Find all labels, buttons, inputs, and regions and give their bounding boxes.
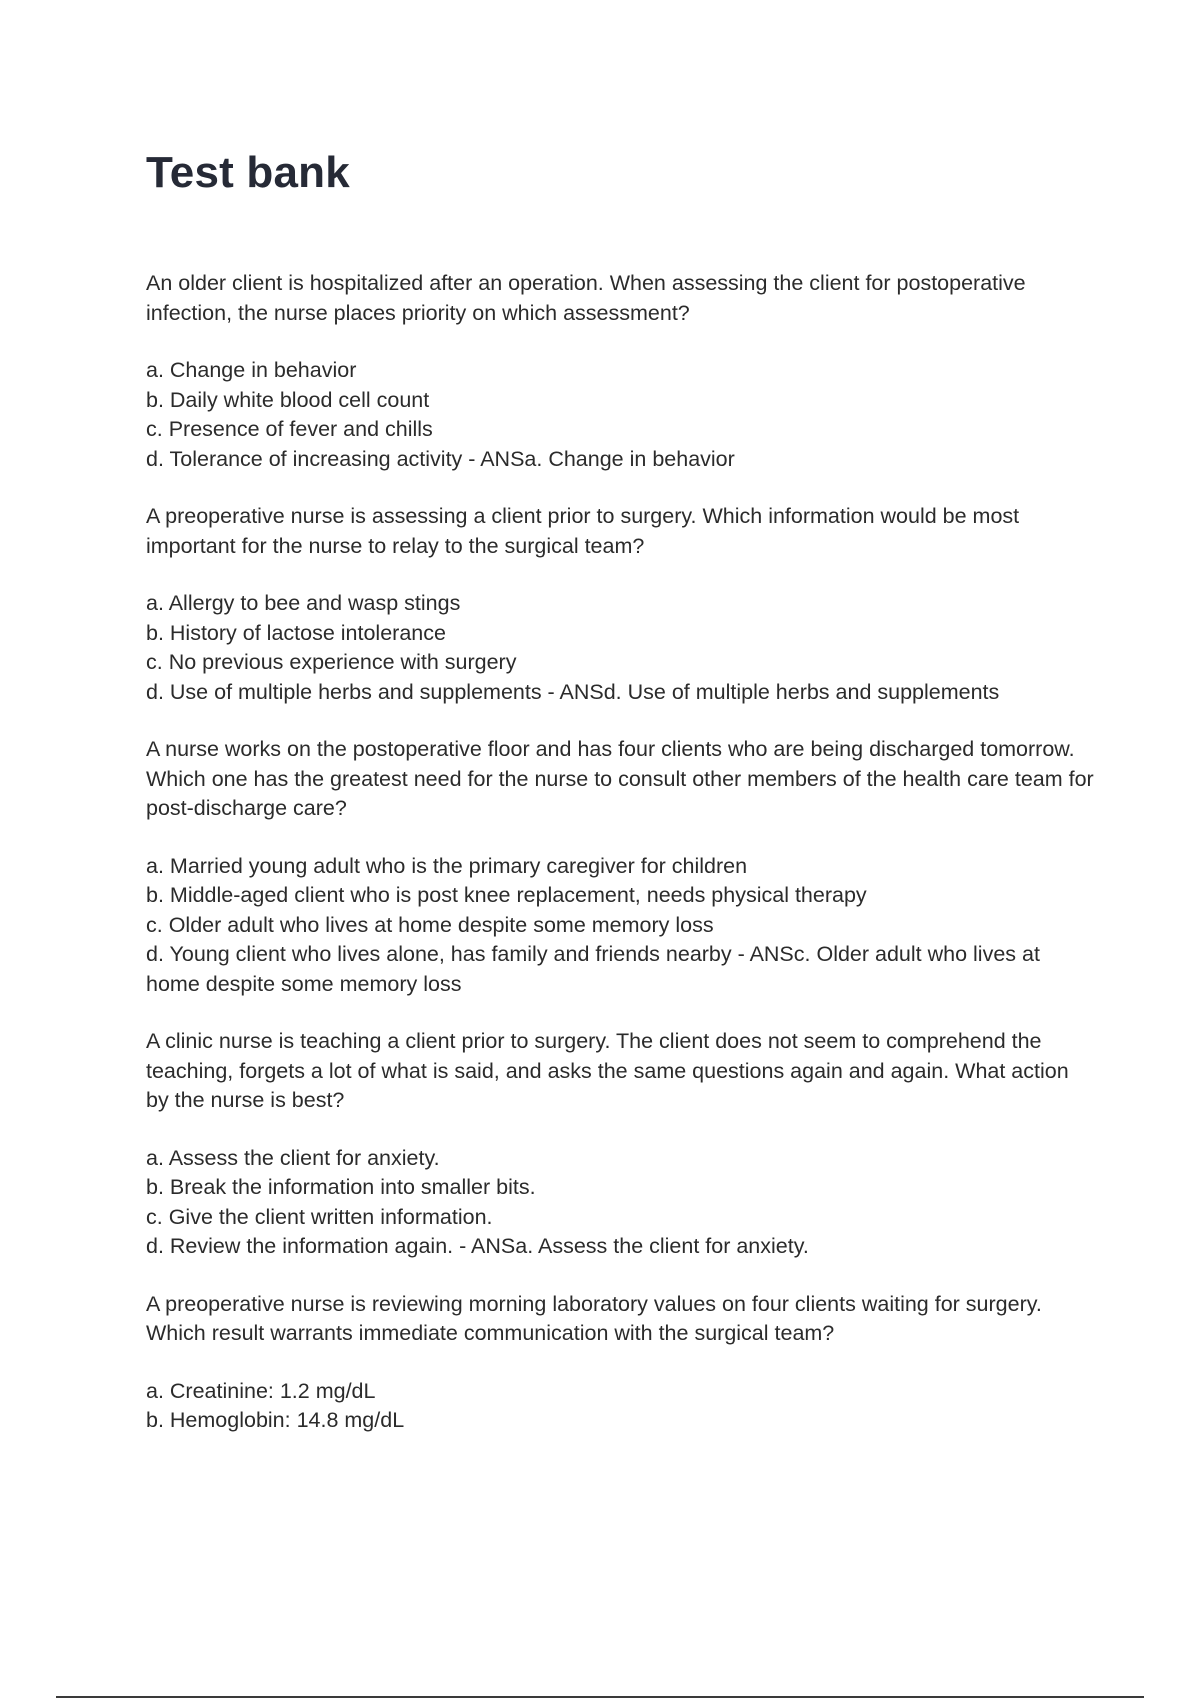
- question-2: [146, 502, 1096, 707]
- question-3: [146, 735, 1096, 999]
- answer-option: a. Creatinine: 1.2 mg/dL: [146, 1378, 376, 1403]
- question-stem: A preoperative nurse is assessing a client prior to surgery. Which information would be most important for the nurse to relay to the surgical team?: [146, 504, 1020, 558]
- answer-options: [146, 852, 1096, 1000]
- answer-option: d. Tolerance of increasing activity - ANSa. Change in behavior: [146, 446, 735, 471]
- question-stem: A preoperative nurse is reviewing morning laboratory values on four clients waiting for surgery. Which result warrants immediate communication with the surgical team?: [146, 1291, 1042, 1345]
- page-bottom-divider: [56, 1696, 1144, 1698]
- answer-option: b. History of lactose intolerance: [146, 620, 446, 645]
- answer-options: [146, 1144, 1096, 1262]
- answer-option: c. Give the client written information.: [146, 1204, 493, 1229]
- question-stem: A nurse works on the postoperative floor and has four clients who are being discharged tomorrow. Which one has the greatest need for the nurse to consult other members of the health care team for post-discharge care?: [146, 737, 1094, 820]
- question-stem: A clinic nurse is teaching a client prior to surgery. The client does not seem to comprehend the teaching, forgets a lot of what is said, and asks the same questions again and again. What action by the nurse is best?: [146, 1029, 1069, 1112]
- question-4: [146, 1027, 1096, 1262]
- answer-option: a. Assess the client for anxiety.: [146, 1145, 440, 1170]
- answer-options: [146, 356, 1096, 474]
- answer-options: [146, 1377, 1096, 1436]
- answer-option: a. Allergy to bee and wasp stings: [146, 591, 461, 615]
- answer-option: b. Daily white blood cell count: [146, 387, 430, 412]
- question-1: [146, 269, 1096, 474]
- answer-option: a. Change in behavior: [146, 358, 357, 382]
- answer-option: c. Presence of fever and chills: [146, 417, 433, 441]
- document-title: Test bank: [146, 148, 350, 197]
- answer-option: d. Use of multiple herbs and supplements - ANSd. Use of multiple herbs and supplements: [146, 679, 1000, 704]
- answer-option: b. Hemoglobin: 14.8 mg/dL: [146, 1408, 405, 1432]
- answer-option: d. Review the information again. - ANSa. Assess the client for anxiety.: [146, 1234, 809, 1258]
- answer-option: b. Middle-aged client who is post knee replacement, needs physical therapy: [146, 883, 867, 907]
- answer-option: b. Break the information into smaller bits.: [146, 1175, 536, 1199]
- question-stem: An older client is hospitalized after an operation. When assessing the client for postoperative infection, the nurse places priority on which assessment?: [146, 271, 1026, 325]
- answer-option: c. No previous experience with surgery: [146, 650, 517, 674]
- answer-option: a. Married young adult who is the primary caregiver for children: [146, 853, 748, 878]
- answer-option: c. Older adult who lives at home despite some memory loss: [146, 912, 714, 937]
- question-list: [146, 269, 1096, 1464]
- answer-options: [146, 589, 1096, 707]
- answer-option: d. Young client who lives alone, has family and friends nearby - ANSc. Older adult who lives at home despite some memory loss: [146, 942, 1040, 996]
- question-5: [146, 1290, 1096, 1436]
